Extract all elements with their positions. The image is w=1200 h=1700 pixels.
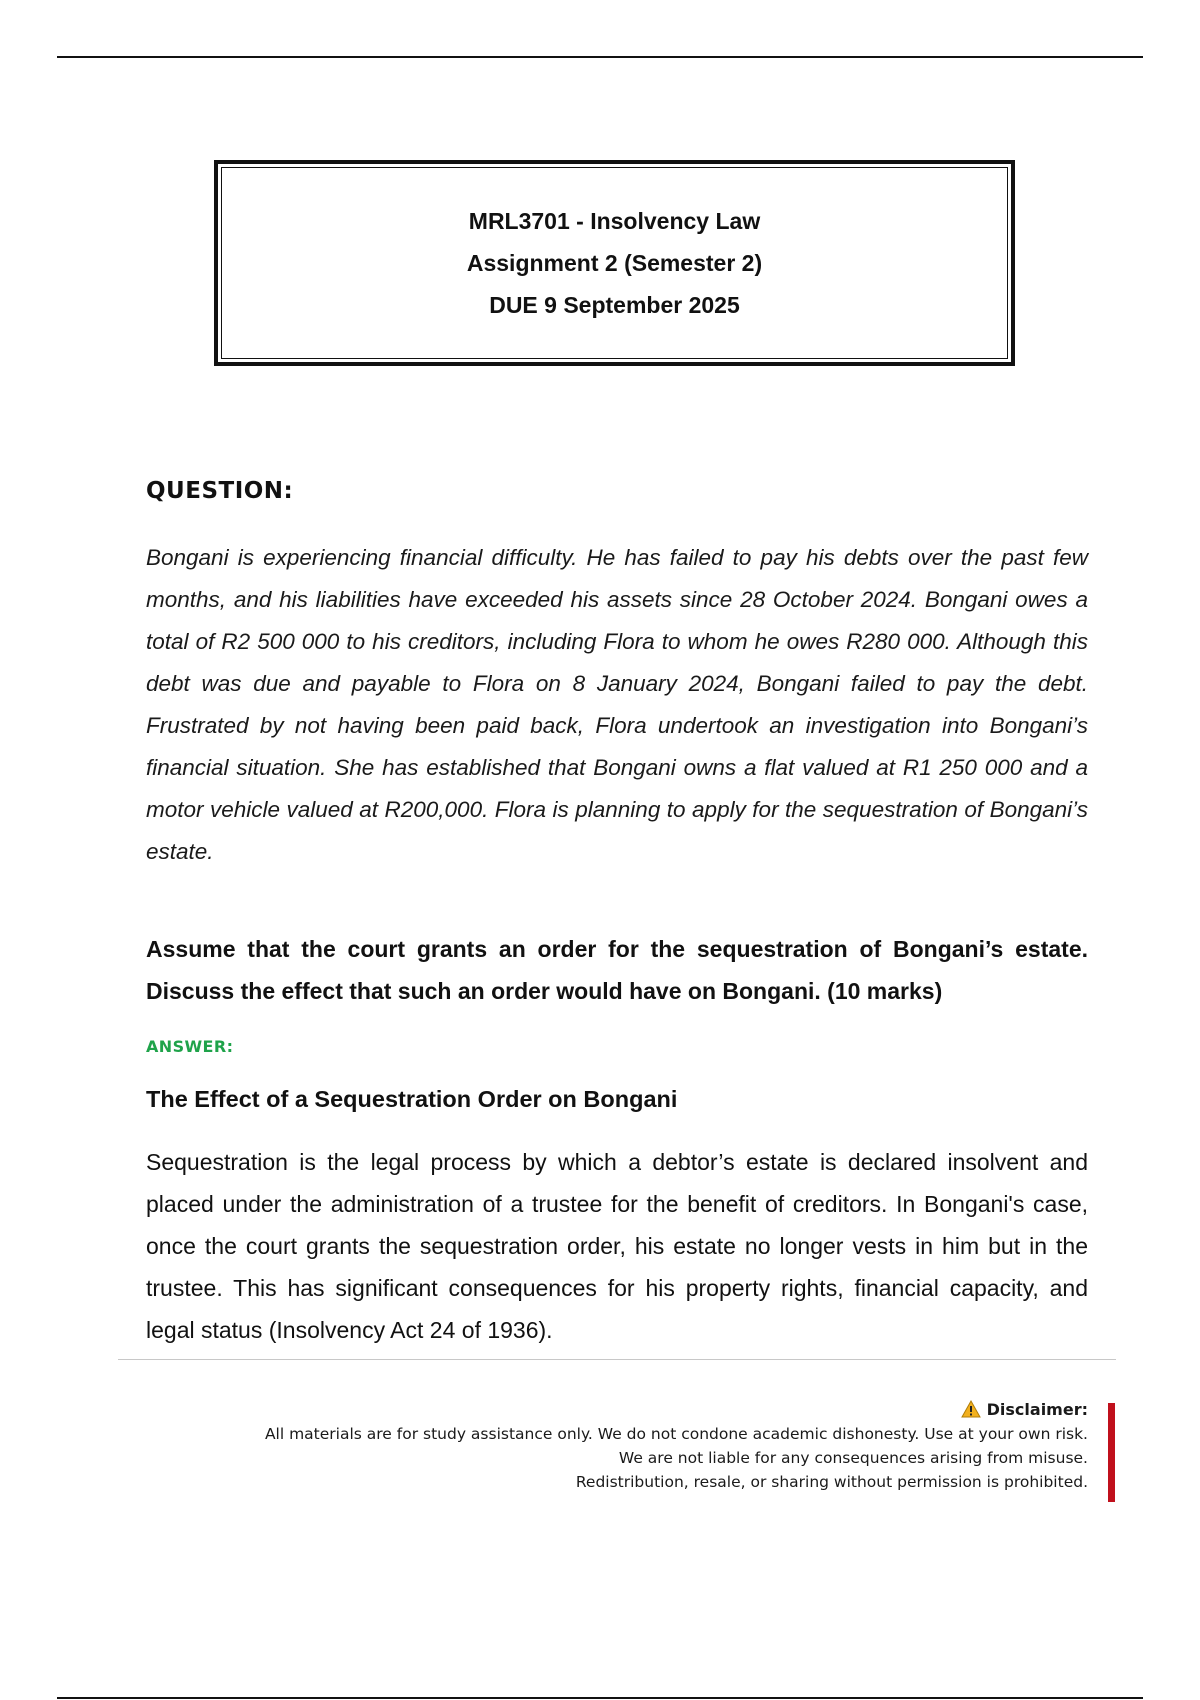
question-task: Assume that the court grants an order for the sequestration of Bongani’s estate. Discuss the effect that such an order would have on Bongani. (10 marks) xyxy=(146,936,1088,1004)
bottom-rule xyxy=(57,1697,1143,1699)
assignment-title: Assignment 2 (Semester 2) xyxy=(466,250,763,276)
top-rule xyxy=(57,56,1143,58)
disclaimer-header xyxy=(200,1398,1088,1422)
question-heading: QUESTION: xyxy=(146,478,294,504)
question-scenario: Bongani is experiencing financial difficulty. He has failed to pay his debts over the past few months, and his liabilities have exceeded his assets since 28 October 2024. Bongani owes a total of R2 500 000 to his creditors, including Flora to whom he owes R280 000. Although this debt was due and payable to Flora on 8 January 2024, Bongani failed to pay the debt. Frustrated by not having been paid back, Flora undertook an investigation into Bongani’s financial situation. She has established that Bongani owns a flat valued at R1 250 000 and a motor vehicle valued at R200,000. Flora is planning to apply for the sequestration of Bongani’s estate. xyxy=(146,545,1088,864)
course-title: MRL3701 - Insolvency Law xyxy=(468,208,761,234)
answer-heading: The Effect of a Sequestration Order on Bongani xyxy=(146,1086,678,1112)
warning-icon xyxy=(961,1400,981,1418)
disclaimer-accent-bar xyxy=(1108,1403,1115,1502)
answer-label: ANSWER: xyxy=(146,1037,234,1056)
disclaimer-line: All materials are for study assistance only. We do not condone academic dishonesty. Use at your own risk. xyxy=(264,1425,1088,1443)
answer-body: Sequestration is the legal process by which a debtor’s estate is declared insolvent and placed under the administration of a trustee for the benefit of creditors. In Bongani's case, once the court grants the sequestration order, his estate no longer vests in him but in the trustee. This has significant consequences for his property rights, financial capacity, and legal status (Insolvency Act 24 of 1936). xyxy=(146,1149,1088,1343)
footer-divider xyxy=(118,1359,1116,1360)
disclaimer-line: We are not liable for any consequences arising from misuse. xyxy=(618,1449,1088,1467)
disclaimer-title: Disclaimer: xyxy=(986,1400,1088,1419)
due-date: DUE 9 September 2025 xyxy=(489,292,740,318)
disclaimer xyxy=(200,1398,1088,1494)
disclaimer-line: Redistribution, resale, or sharing without permission is prohibited. xyxy=(575,1473,1088,1491)
title-box xyxy=(214,160,1015,366)
title-box-inner xyxy=(221,167,1008,359)
